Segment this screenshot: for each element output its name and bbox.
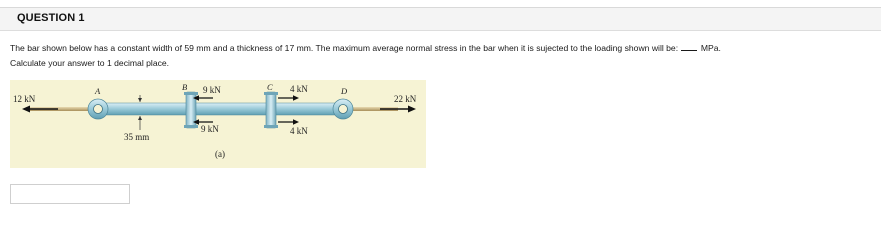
label-point-d: D bbox=[341, 86, 348, 96]
question-text bbox=[10, 41, 875, 71]
label-load-b-bottom: 9 kN bbox=[201, 124, 219, 134]
label-load-c-bottom: 4 kN bbox=[290, 126, 308, 136]
answer-blank bbox=[681, 42, 697, 51]
question-line-1 bbox=[10, 41, 875, 56]
main-bar bbox=[98, 103, 344, 115]
right-eye-end bbox=[333, 99, 353, 119]
left-eye-end bbox=[88, 99, 108, 119]
question-header bbox=[0, 8, 881, 31]
label-left-load: 12 kN bbox=[13, 94, 36, 104]
label-point-c: C bbox=[267, 82, 273, 92]
label-point-a: A bbox=[95, 86, 101, 96]
label-dimension: 35 mm bbox=[124, 132, 150, 142]
figure-caption: (a) bbox=[215, 149, 225, 159]
left-load-arrow bbox=[22, 106, 58, 113]
bar-diagram bbox=[10, 80, 426, 168]
plate-c bbox=[264, 92, 278, 128]
label-load-c-top: 4 kN bbox=[290, 84, 308, 94]
bar-loading-figure bbox=[10, 80, 426, 168]
label-point-b: B bbox=[182, 82, 188, 92]
question-text-part-1: The bar shown below has a constant width of 59 mm and a thickness of 17 mm. The maximum average normal stress in the bar when it is sujected to the loading shown will be: bbox=[10, 43, 681, 53]
label-right-load: 22 kN bbox=[394, 94, 417, 104]
question-title: QUESTION 1 bbox=[17, 12, 85, 24]
question-text-unit: MPa. bbox=[698, 43, 721, 53]
answer-input[interactable] bbox=[10, 184, 130, 204]
question-line-2: Calculate your answer to 1 decimal place. bbox=[10, 58, 170, 68]
load-c-bottom-arrow bbox=[278, 119, 299, 125]
right-load-arrow bbox=[380, 106, 416, 113]
load-c-top-arrow bbox=[278, 95, 299, 101]
label-load-b-top: 9 kN bbox=[203, 85, 221, 95]
